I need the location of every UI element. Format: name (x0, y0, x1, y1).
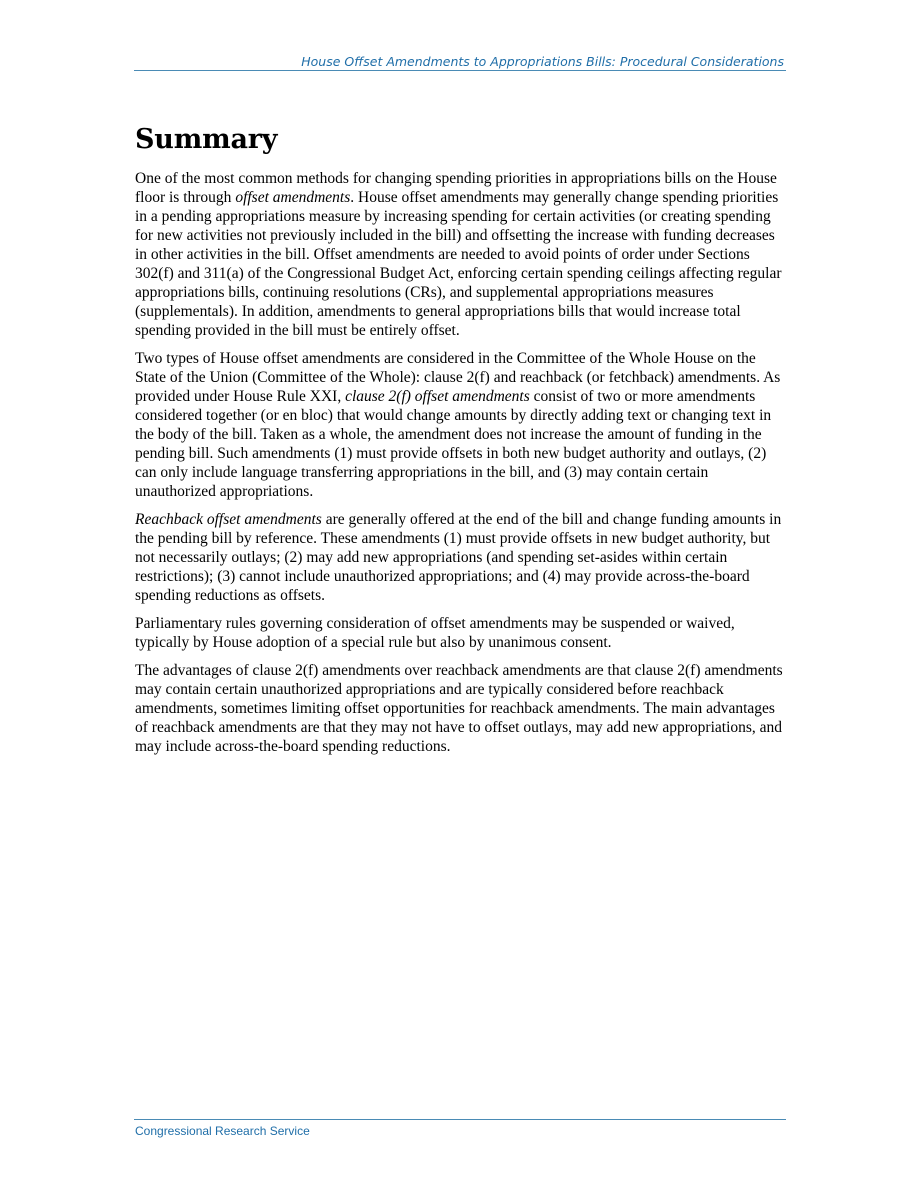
paragraph-3 (135, 510, 788, 605)
paragraph-5: The advantages of clause 2(f) amendments over reachback amendments are that clause 2(f) amendments may contain certain unauthorized appropriations and are typically considered before reachback amendments, sometimes limiting offset opportunities for reachback amendments. The main advantages of reachback amendments are that they may not have to offset outlays, may add new appropriations, and may include across-the-board spending reductions. (135, 662, 783, 755)
paragraph-1-text-a: One of the most common methods for changing spending priorities in appropriations bills on the House floor is through (135, 170, 777, 206)
section-heading: Summary (135, 124, 278, 155)
paragraph-3-text-b: are generally offered at the end of the bill and change funding amounts in the pending bill by reference. These amendments (1) must provide offsets in new budget authority, but not necessarily outlays; (2) may add new appropriations (and spending set-asides within certain restrictions); (3) cannot include unauthorized appropriations; and (4) may provide across-the-board spending reductions as offsets. (135, 511, 782, 604)
paragraph-1-text-b: . House offset amendments may generally change spending priorities in a pending appropriations measure by increasing spending for certain activities (or creating spending for new activities not previously included in the bill) and offsetting the increase with funding decreases in other activities in the bill. Offset amendments are needed to avoid points of order under Sections 302(f) and 311(a) of the Congressional Budget Act, enforcing certain spending ceilings affecting regular appropriations bills, continuing resolutions (CRs), and supplemental appropriations measures (supplementals). In addition, amendments to general appropriations bills that would increase total spending provided in the bill must be entirely offset. (135, 189, 782, 339)
paragraph-1-emphasis: offset amendments (235, 189, 351, 206)
paragraph-1 (135, 169, 788, 340)
footer-org-name: Congressional Research Service (135, 1124, 310, 1138)
paragraph-3-emphasis: Reachback offset amendments (135, 511, 322, 528)
running-header-title: House Offset Amendments to Appropriations Bills: Procedural Considerations (301, 54, 784, 69)
paragraph-2 (135, 349, 788, 501)
paragraph-2-text-a: Two types of House offset amendments are considered in the Committee of the Whole House on the State of the Union (Committee of the Whole): clause 2(f) and reachback (or fetchback) amendments. As provided under House Rule XXI, (135, 350, 781, 405)
summary-body (135, 169, 788, 765)
paragraph-2-text-b: consist of two or more amendments considered together (or en bloc) that would change amounts by directly adding text or changing text in the body of the bill. Taken as a whole, the amendment does not increase the amount of funding in the pending bill. Such amendments (1) must provide offsets in both new budget authority and outlays, (2) can only include language transferring appropriations in the bill, and (3) may contain certain unauthorized appropriations. (135, 388, 772, 500)
running-header (134, 54, 786, 71)
page-footer (134, 1119, 786, 1138)
paragraph-4: Parliamentary rules governing consideration of offset amendments may be suspended or waived, typically by House adoption of a special rule but also by unanimous consent. (135, 615, 735, 651)
paragraph-2-emphasis: clause 2(f) offset amendments (345, 388, 530, 405)
